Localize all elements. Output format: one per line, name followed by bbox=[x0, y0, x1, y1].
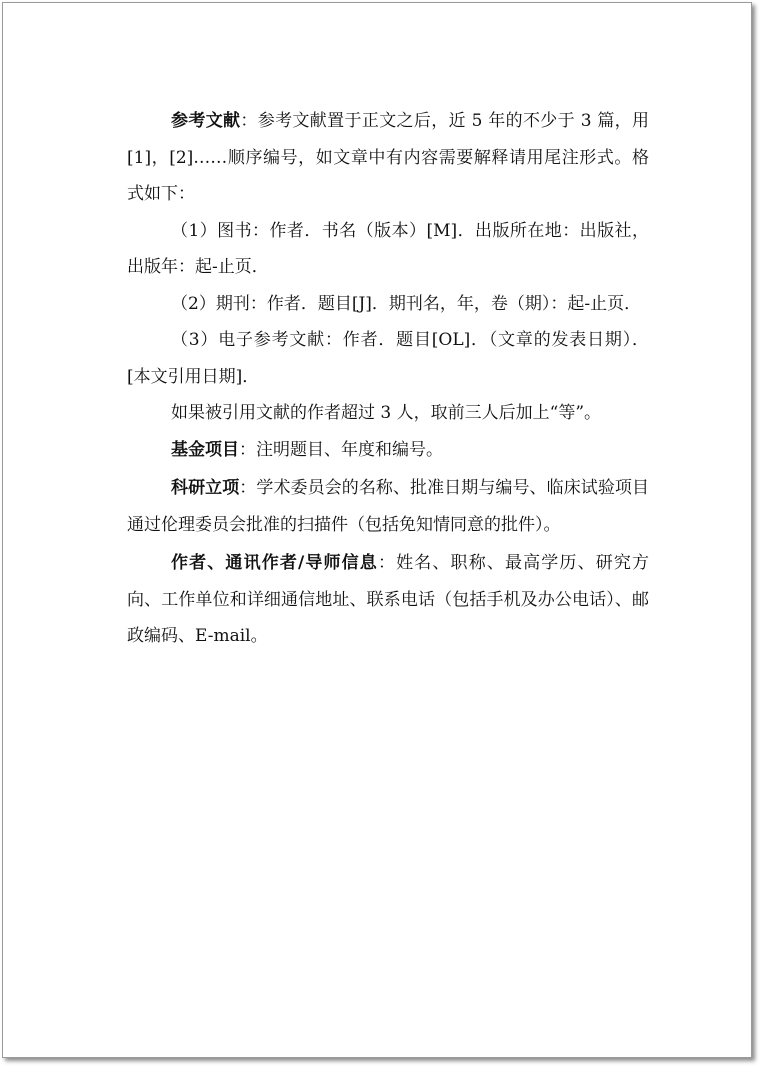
format-book: （1）图书：作者．书名（版本）[M]．出版所在地：出版社，出版年：起-止页． bbox=[127, 220, 649, 277]
research-text: ：学术委员会的名称、批准日期与编号、临床试验项目通过伦理委员会批准的扫描件（包括免知情同意的批件）。 bbox=[127, 478, 649, 535]
document-body bbox=[127, 103, 649, 655]
document-page bbox=[2, 2, 752, 1058]
references-text: ：参考文献置于正文之后，近 5 年的不少于 3 篇，用[1]，[2]……顺序编号，如文章中有内容需要解释请用尾注形式。格式如下： bbox=[127, 111, 650, 204]
research-heading: 科研立项 bbox=[171, 478, 240, 498]
references-heading: 参考文献 bbox=[171, 111, 241, 131]
author-info-heading: 作者、通讯作者/导师信息 bbox=[171, 553, 378, 573]
format-electronic: （3）电子参考文献：作者．题目[OL]．（文章的发表日期）．[本文引用日期]． bbox=[127, 330, 649, 387]
format-journal: （2）期刊：作者．题目[J]．期刊名，年，卷（期）：起-止页． bbox=[171, 293, 642, 314]
references-paragraph bbox=[127, 103, 649, 213]
fund-text: ：注明题目、年度和编号。 bbox=[239, 439, 443, 460]
author-count-rule: 如果被引用文献的作者超过 3 人，取前三人后加上“等”。 bbox=[171, 403, 602, 423]
fund-heading: 基金项目 bbox=[171, 439, 239, 460]
author-info-paragraph bbox=[127, 545, 649, 655]
fund-paragraph bbox=[127, 432, 649, 469]
author-info-text: ：姓名、职称、最高学历、研究方向、工作单位和详细通信地址、联系电话（包括手机及办公电话）、邮政编码、E-mail。 bbox=[127, 553, 650, 646]
research-paragraph bbox=[127, 470, 649, 543]
